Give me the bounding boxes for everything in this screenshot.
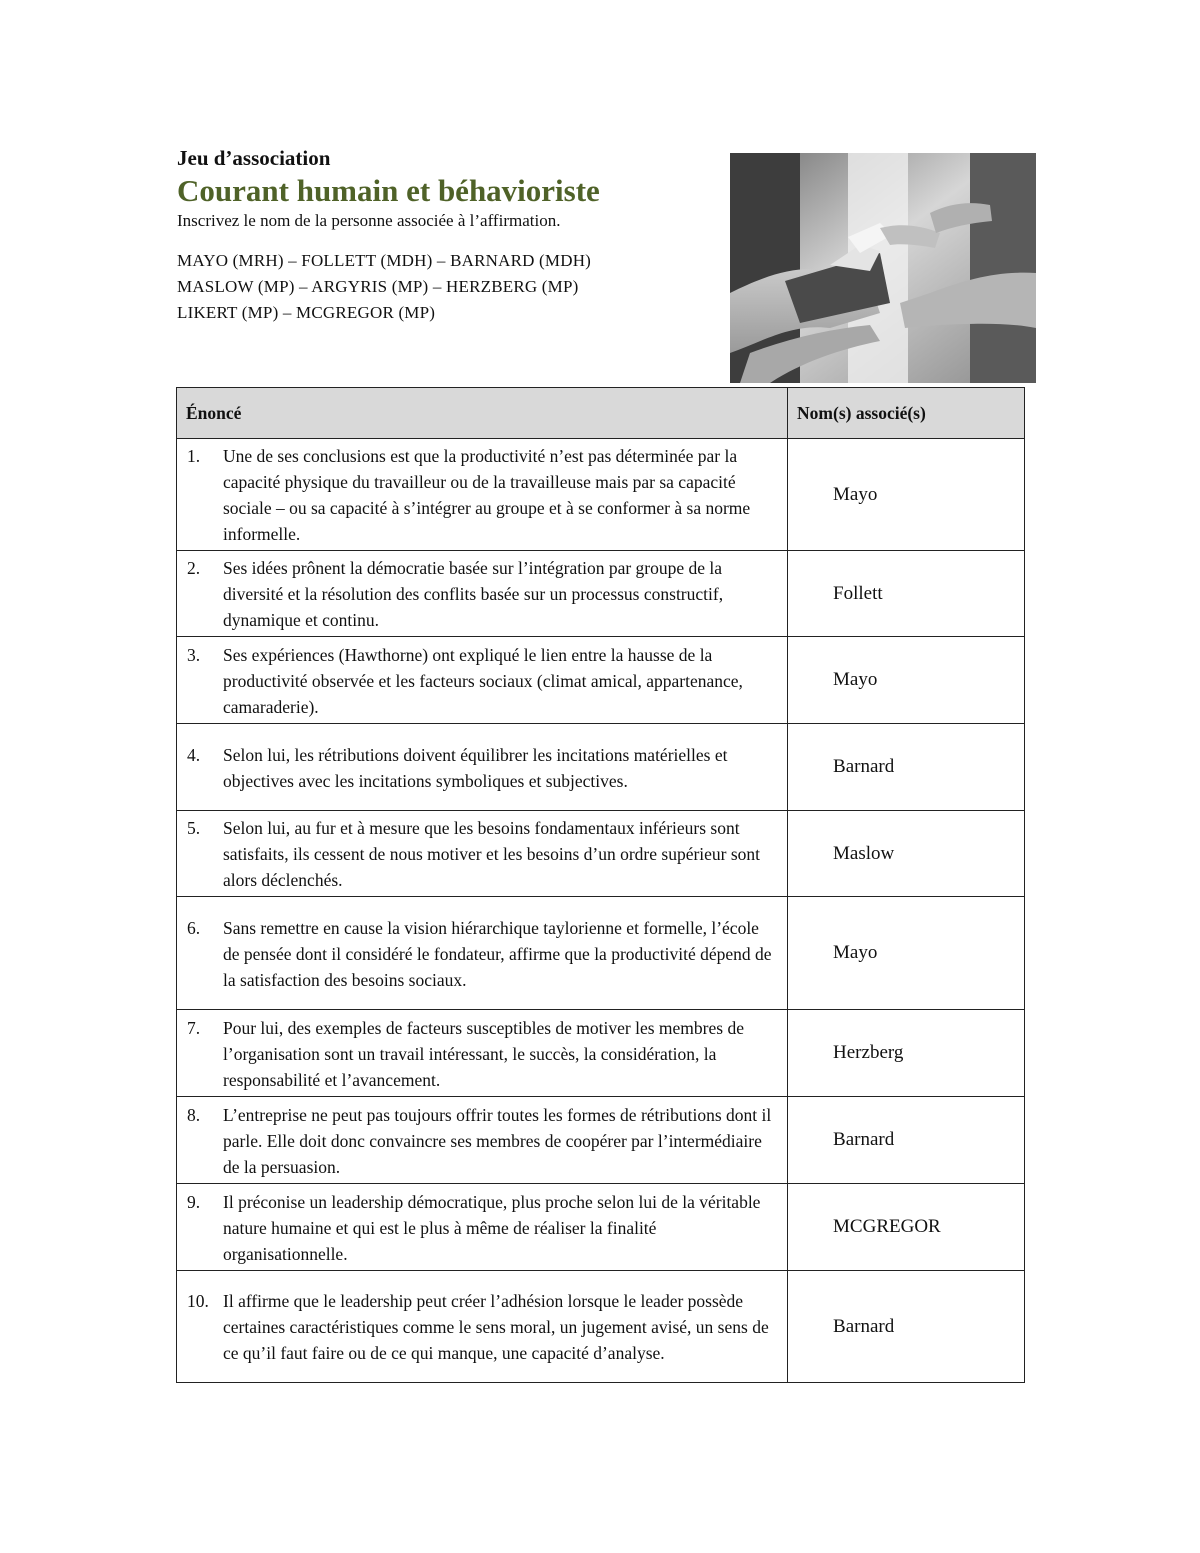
table-row <box>177 1010 1025 1097</box>
table-row <box>177 637 1025 724</box>
header-noms: Nom(s) associé(s) <box>788 388 1025 439</box>
statement-number: 5. <box>187 818 201 838</box>
statement-cell <box>177 1010 788 1097</box>
names-line: LIKERT (MP) – MCGREGOR (MP) <box>177 303 436 322</box>
statement-cell <box>177 897 788 1010</box>
table-row <box>177 1097 1025 1184</box>
answer-cell[interactable]: Barnard <box>788 1271 1025 1383</box>
header-enonce: Énoncé <box>177 388 788 439</box>
table-row <box>177 1184 1025 1271</box>
instruction: Inscrivez le nom de la personne associée à l’affirmation. <box>177 211 561 230</box>
statement-number: 10. <box>187 1291 209 1311</box>
header <box>177 145 717 326</box>
statement-cell <box>177 1271 788 1383</box>
statement-text: Selon lui, les rétributions doivent équilibrer les incitations matérielles et objectives avec les incitations symboliques et subjectives. <box>223 744 728 791</box>
kicker: Jeu d’association <box>177 146 331 170</box>
statement-cell <box>177 724 788 811</box>
names-line: MASLOW (MP) – ARGYRIS (MP) – HERZBERG (MP) <box>177 277 579 296</box>
statement-number: 2. <box>187 558 201 578</box>
answer-cell[interactable]: Barnard <box>788 724 1025 811</box>
statement-number: 6. <box>187 917 201 938</box>
statement-number: 7. <box>187 1017 201 1038</box>
table-row <box>177 811 1025 897</box>
answer-cell[interactable]: Mayo <box>788 897 1025 1010</box>
answer-cell[interactable]: Herzberg <box>788 1010 1025 1097</box>
statement-text: Pour lui, des exemples de facteurs susceptibles de motiver les membres de l’organisation sont un travail intéressant, le succès, la considération, la responsabilité et l’avancement. <box>223 1017 744 1090</box>
table-header-row <box>177 388 1025 439</box>
table-row <box>177 439 1025 551</box>
statement-text: Une de ses conclusions est que la productivité n’est pas déterminée par la capacité physique du travailleur ou de la travailleuse mais par sa capacité sociale – ou sa capacité à s’intégrer au groupe et à se conformer à sa norme informelle. <box>223 446 751 544</box>
statement-text: Selon lui, au fur et à mesure que les besoins fondamentaux inférieurs sont satisfaits, ils cessent de nous motiver et les besoins d’un ordre supérieur sont alors déclenchés. <box>223 818 761 890</box>
statement-text: Sans remettre en cause la vision hiérarchique taylorienne et formelle, l’école de pensée dont il considéré le fondateur, affirme que la productivité dépend de la satisfaction des besoins sociaux. <box>223 917 772 990</box>
statement-number: 1. <box>187 446 201 466</box>
answer-cell[interactable]: Maslow <box>788 811 1025 897</box>
statement-number: 8. <box>187 1104 201 1125</box>
names-list <box>177 248 717 326</box>
statement-cell <box>177 439 788 551</box>
table-row <box>177 551 1025 637</box>
answer-cell[interactable]: Follett <box>788 551 1025 637</box>
page-title: Courant humain et béhavioriste <box>177 173 600 208</box>
table-row <box>177 724 1025 811</box>
statement-text: Ses idées prônent la démocratie basée sur l’intégration par groupe de la diversité et la résolution des conflits basée sur un processus constructif, dynamique et continu. <box>223 558 724 630</box>
statement-text: Il affirme que le leadership peut créer l’adhésion lorsque le leader possède certaines caractéristiques comme le sens moral, un jugement avisé, un sens de ce qu’il faut faire ou de ce qui manque, une capacité d’analyse. <box>223 1291 769 1363</box>
answer-cell[interactable]: Barnard <box>788 1097 1025 1184</box>
answer-cell[interactable]: Mayo <box>788 637 1025 724</box>
statement-text: Il préconise un leadership démocratique, plus proche selon lui de la véritable nature humaine et qui est le plus à même de réaliser la finalité organisationnelle. <box>223 1191 761 1264</box>
answer-cell[interactable]: Mayo <box>788 439 1025 551</box>
names-line: MAYO (MRH) – FOLLETT (MDH) – BARNARD (MDH) <box>177 251 592 270</box>
statement-cell <box>177 637 788 724</box>
table-row <box>177 897 1025 1010</box>
statement-cell <box>177 1184 788 1271</box>
statement-number: 4. <box>187 744 201 765</box>
answer-cell[interactable]: MCGREGOR <box>788 1184 1025 1271</box>
puzzle-hands-photo <box>730 153 1036 383</box>
statement-text: L’entreprise ne peut pas toujours offrir toutes les formes de rétributions dont il parle. Elle doit donc convaincre ses membres de coopérer par l’intermédiaire de la persuasion. <box>223 1104 772 1177</box>
association-table <box>176 387 1025 1383</box>
statement-text: Ses expériences (Hawthorne) ont expliqué le lien entre la hausse de la productivité observée et les facteurs sociaux (climat amical, appartenance, camaraderie). <box>223 644 743 717</box>
statement-cell <box>177 811 788 897</box>
statement-number: 9. <box>187 1191 201 1212</box>
table-row <box>177 1271 1025 1383</box>
statement-cell <box>177 1097 788 1184</box>
statement-cell <box>177 551 788 637</box>
statement-number: 3. <box>187 644 201 665</box>
